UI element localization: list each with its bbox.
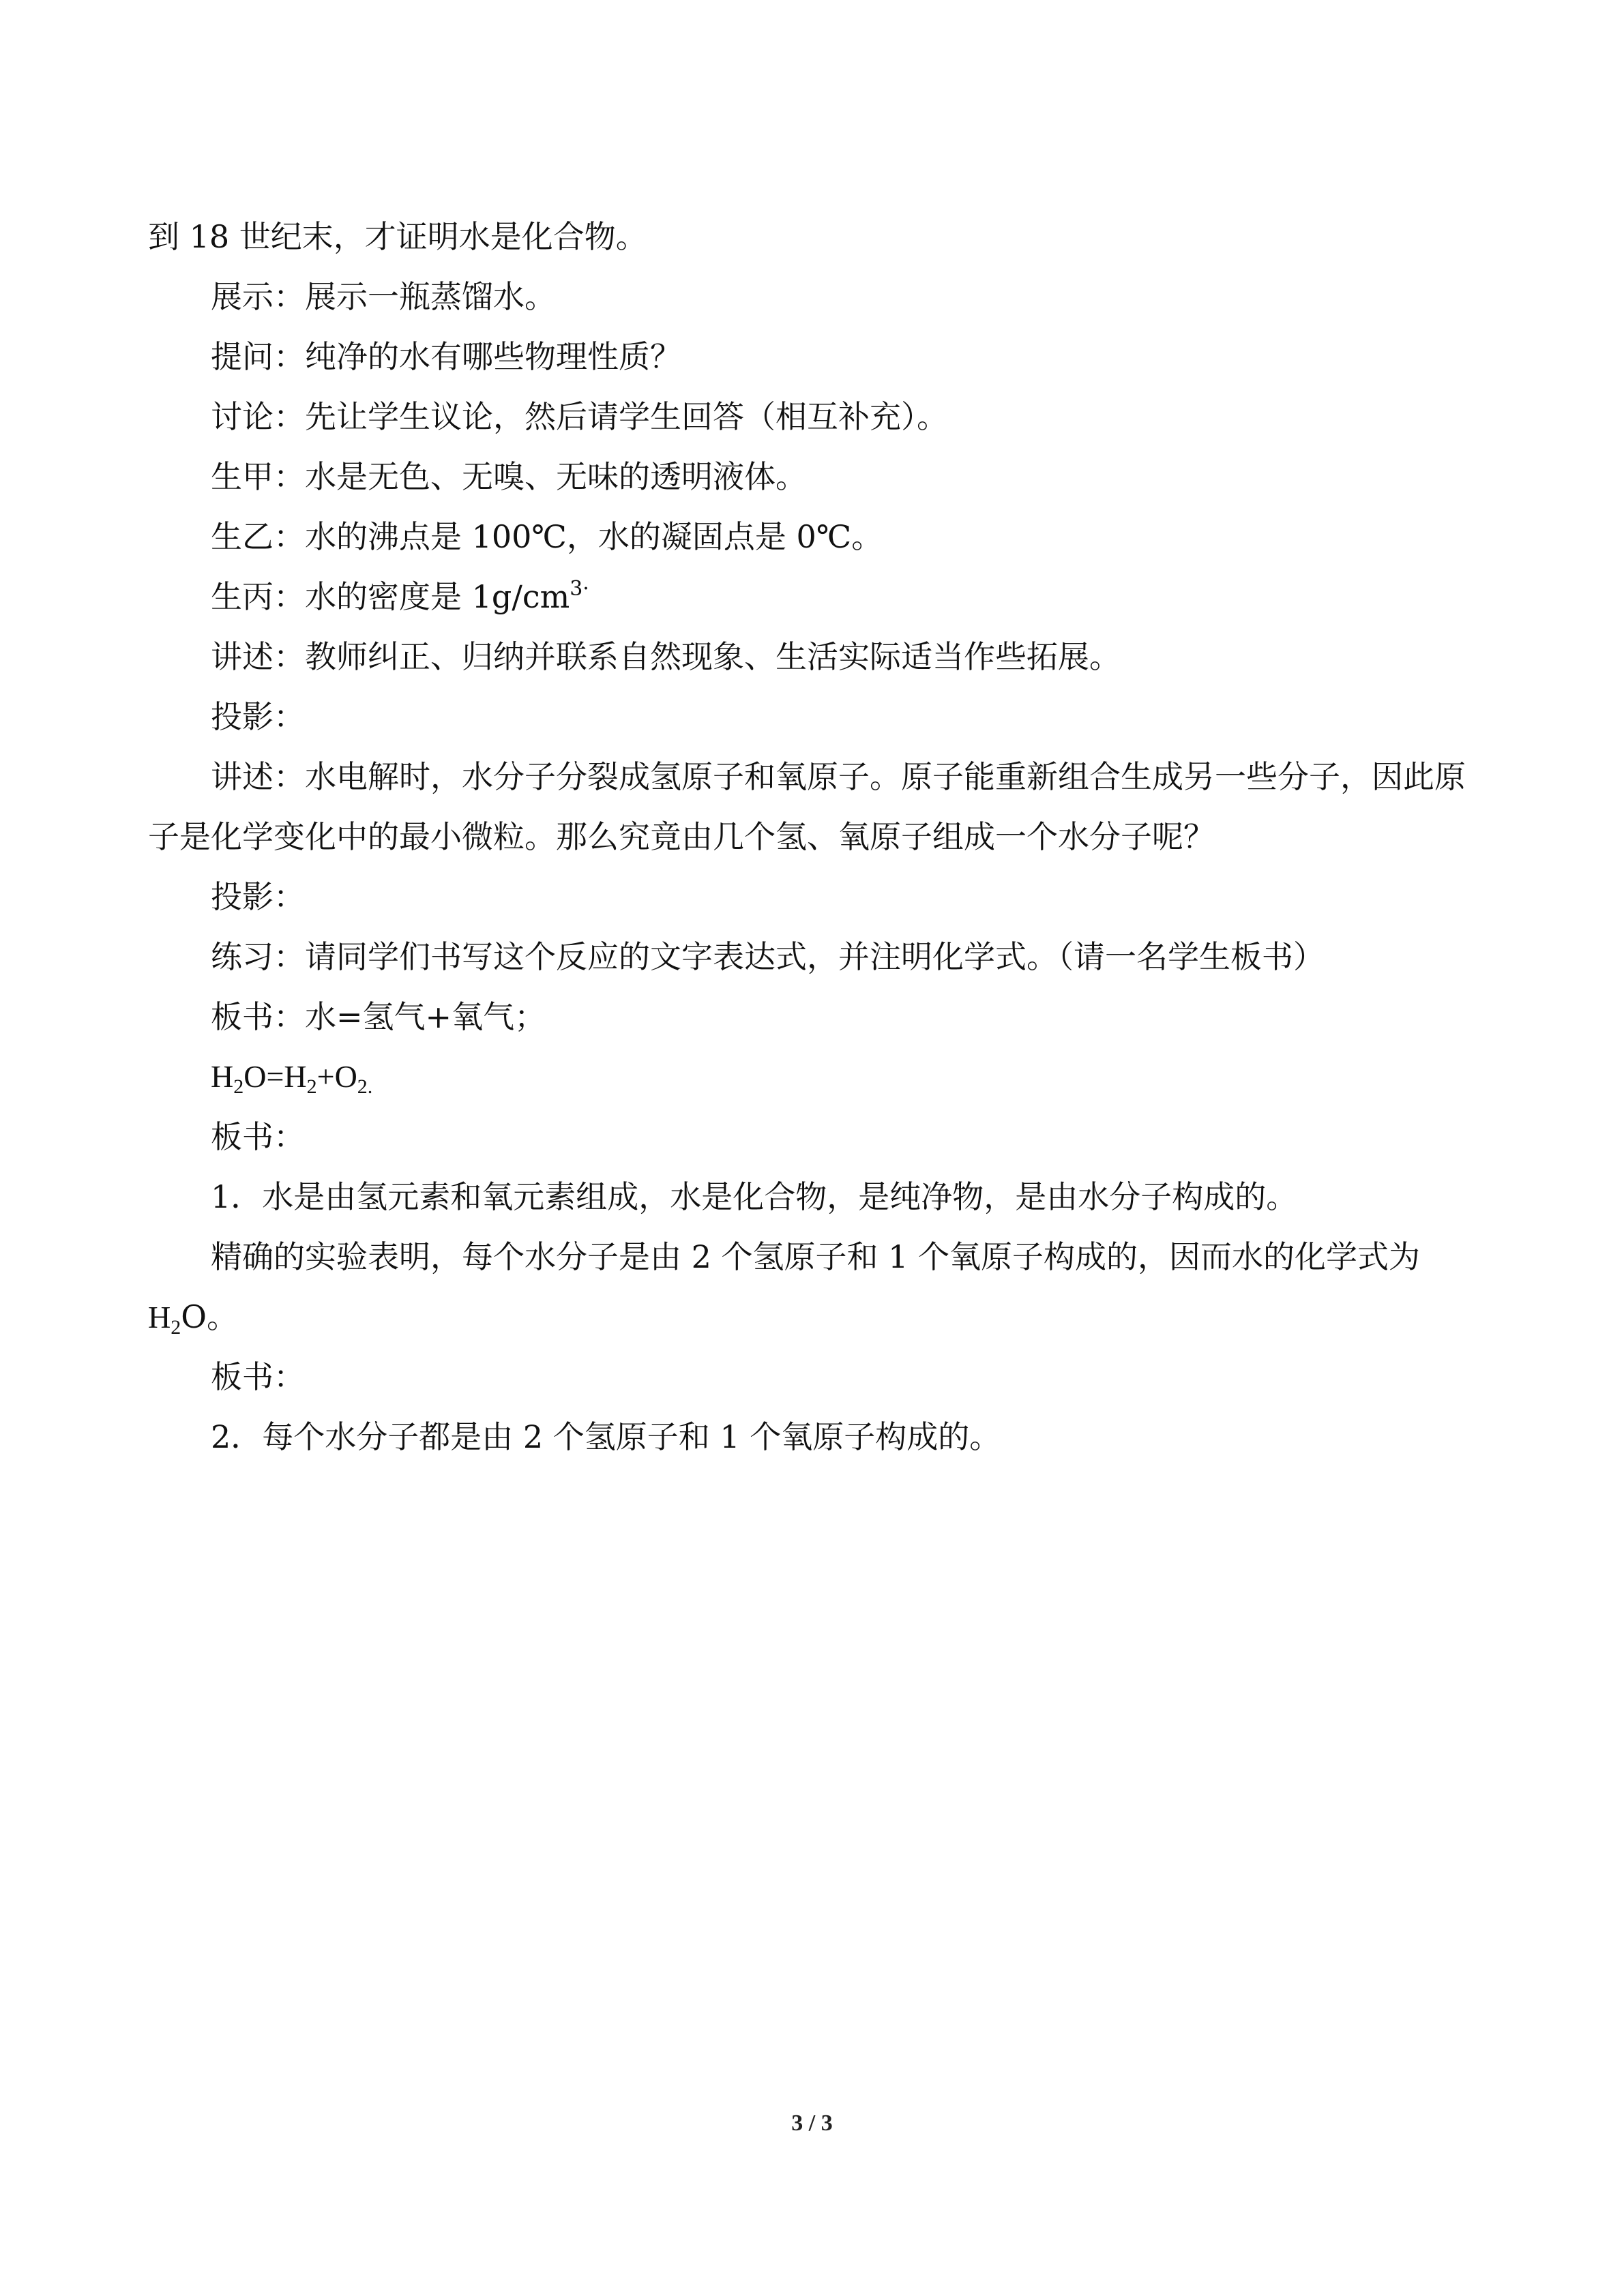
paragraph: 板书：水=氢气+氧气；: [211, 998, 546, 1035]
paragraph: 板书：: [211, 1118, 305, 1155]
formula-subscript: 2: [306, 1075, 317, 1098]
chemical-equation: [148, 1047, 1477, 1107]
paragraph: 讲述：教师纠正、归纳并联系自然现象、生活实际适当作些拓展。: [211, 638, 1121, 675]
paragraph: 1．水是由氢元素和氧元素组成，水是化合物，是纯净物，是由水分子构成的。: [211, 1178, 1298, 1215]
paragraph: 到 18 世纪末，才证明水是化合物。: [148, 218, 647, 255]
formula-subscript: 2.: [357, 1075, 373, 1098]
paragraph: 板书：: [211, 1358, 305, 1395]
formula-part: O=H: [243, 1059, 307, 1094]
paragraph: 讨论：先让学生议论，然后请学生回答（相互补充）。: [211, 398, 948, 435]
water-formula-line: [148, 1287, 1477, 1347]
paragraph: 投影：: [211, 698, 305, 735]
paragraph: 生甲：水是无色、无嗅、无味的透明液体。: [211, 458, 807, 495]
formula-subscript: 2: [171, 1316, 181, 1339]
paragraph: 提问：纯净的水有哪些物理性质？: [211, 338, 681, 375]
density-text: 生丙：水的密度是 1g/cm: [211, 578, 570, 615]
paragraph: 生乙：水的沸点是 100℃，水的凝固点是 0℃。: [211, 518, 883, 555]
formula-part: H: [211, 1059, 234, 1094]
paragraph: 投影：: [211, 878, 305, 915]
paragraph: 2．每个水分子都是由 2 个氢原子和 1 个氧原子构成的。: [211, 1418, 1001, 1455]
paragraph: 练习：请同学们书写这个反应的文字表达式，并注明化学式。（请一名学生板书）: [211, 938, 1325, 975]
paragraph: 展示：展示一瓶蒸馏水。: [211, 278, 556, 315]
paragraph-density: [148, 567, 1477, 627]
page-number: 3 / 3: [791, 2111, 833, 2136]
density-superscript: 3·: [570, 577, 589, 601]
formula-subscript: 2: [233, 1075, 244, 1098]
formula-part: H: [148, 1300, 171, 1335]
formula-part: +O: [316, 1059, 357, 1094]
paragraph: 精确的实验表明，每个水分子是由 2 个氢原子和 1 个氧原子构成的，因而水的化学式为: [211, 1238, 1421, 1275]
formula-part: O。: [181, 1298, 238, 1335]
document-body: [148, 207, 1477, 1467]
paragraph: 讲述：水电解时，水分子分裂成氢原子和氧原子。原子能重新组合生成另一些分子，因此原子是化学变化中的最小微粒。那么究竟由几个氢、氧原子组成一个水分子呢？: [148, 758, 1466, 855]
